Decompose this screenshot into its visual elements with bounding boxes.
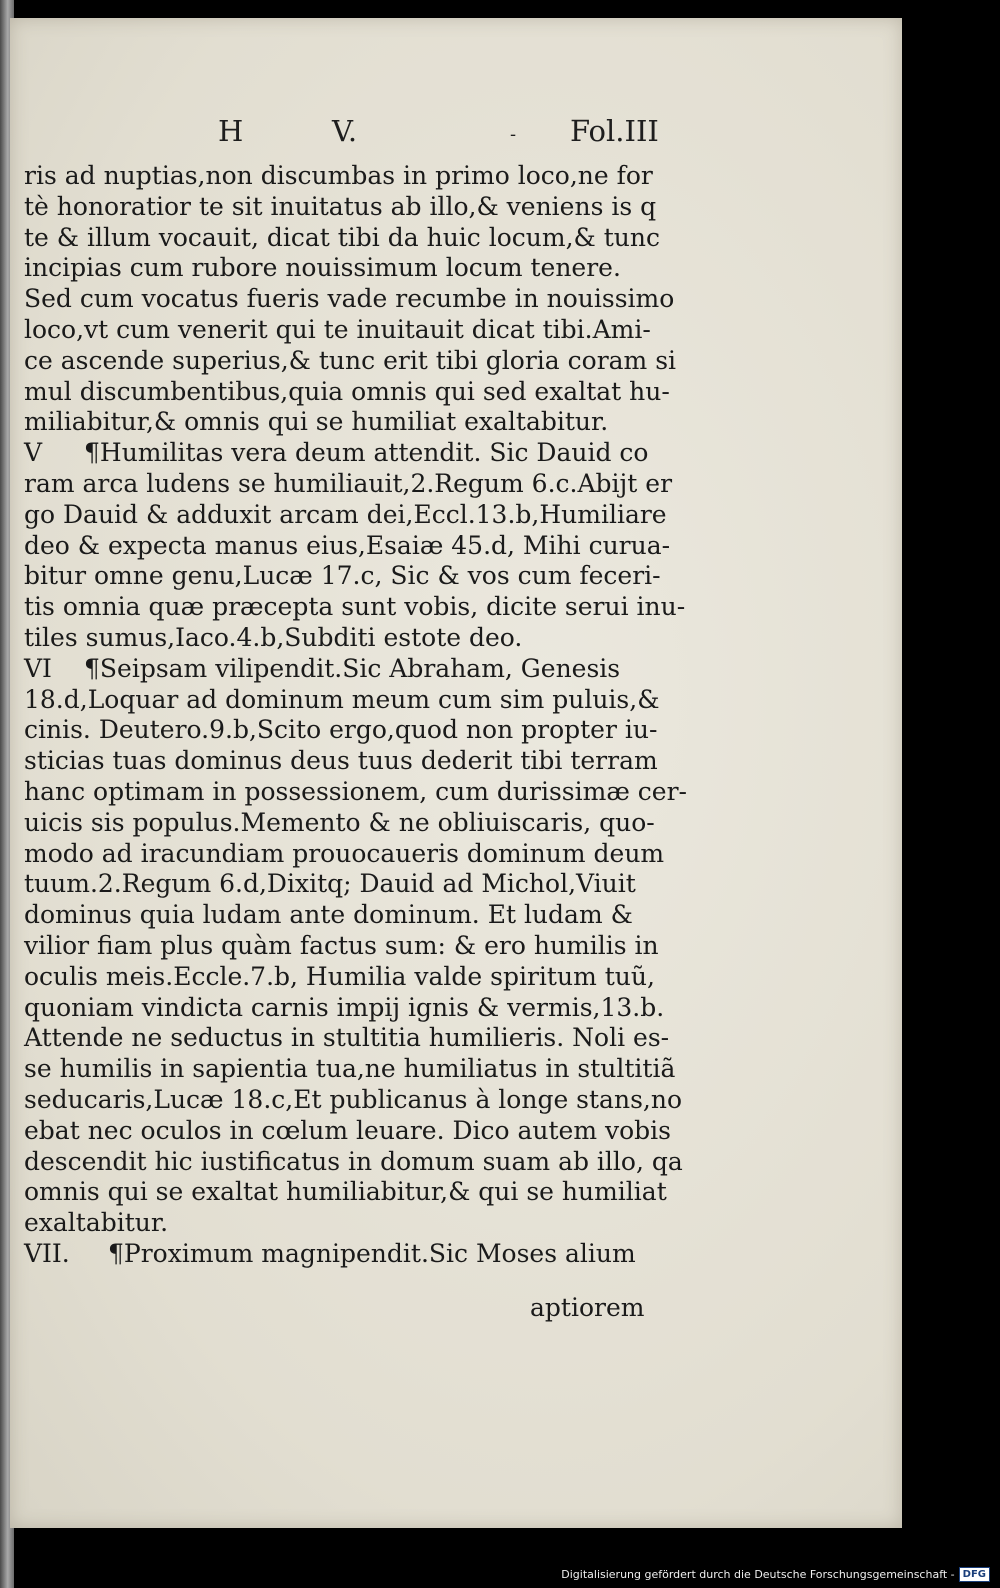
text-line [24,931,694,962]
line-text: ris ad nuptias,non discumbas in primo loco,ne for [24,161,653,190]
text-line [24,223,694,254]
text-line [24,900,694,931]
line-text: go Dauid & adduxit arcam dei,Eccl.13.b,Humiliare [24,499,667,529]
line-text: bitur omne genu,Lucæ 17.c, Sic & vos cum feceri- [24,561,661,591]
text-line [24,993,694,1024]
text-line [24,592,694,623]
dfg-logo: DFG [959,1567,990,1582]
book-page [10,18,902,1528]
text-line [24,253,694,284]
text-line [24,777,694,808]
line-text: ¶Proximum magnipendit.Sic Moses alium [108,1238,636,1268]
text-line [24,500,694,531]
text-line [24,685,694,716]
line-text: omnis qui se exaltat humiliabitur,& qui se humiliat [24,1177,667,1207]
line-text: tiles sumus,Iaco.4.b,Subditi estote deo. [24,622,523,652]
line-text: uicis sis populus.Memento & ne obliuiscaris, quo- [24,807,655,837]
text-line [24,623,694,654]
text-line [24,715,694,746]
text-line [24,469,694,500]
text-line [24,869,694,900]
line-text: Sed cum vocatus fueris vade recumbe in nouissimo [24,284,675,314]
section-marker: V [24,438,43,468]
line-text: modo ad iracundiam prouocaueris dominum deum [24,838,665,868]
text-line [24,284,694,315]
text-line [24,377,694,408]
text-line [24,808,694,839]
line-text: exaltabitur. [24,1208,169,1238]
line-text: ram arca ludens se humiliauit,2.Regum 6.c.Abijt er [24,468,673,498]
running-head [10,114,902,154]
folio-number: Fol.III [570,114,659,148]
line-text: incipias cum rubore nouissimum locum tenere. [24,253,621,283]
text-line [24,839,694,870]
line-text: oculis meis.Eccle.7.b, Humilia valde spiritum tuũ, [24,961,655,991]
section-marker: VII. [24,1238,70,1268]
line-text: hanc optimam in possessionem, cum durissimæ cer- [24,776,687,806]
text-line [24,1085,694,1116]
text-line [24,1208,694,1239]
credit-text: Digitalisierung gefördert durch die Deutsche Forschungsgemeinschaft - [561,1567,955,1581]
text-line [24,315,694,346]
running-head-number: V. [332,114,358,148]
text-line [24,654,694,685]
line-text: cinis. Deutero.9.b,Scito ergo,quod non propter iu- [24,715,658,745]
line-text: seducaris,Lucæ 18.c,Et publicanus à longe stans,no [24,1084,682,1114]
line-text: descendit hic iustificatus in domum suam ab illo, qa [24,1146,683,1176]
line-text: te & illum vocauit, dicat tibi da huic locum,& tunc [24,222,660,252]
line-text: dominus quia ludam ante dominum. Et ludam & [24,900,633,930]
text-line [24,561,694,592]
line-text: tè honoratior te sit inuitatus ab illo,& veniens is q [24,191,657,221]
text-line [24,1116,694,1147]
line-text: tuum.2.Regum 6.d,Dixitq; Dauid ad Michol,Viuit [24,869,636,899]
line-text: loco,vt cum venerit qui te inuitauit dicat tibi.Ami- [24,314,651,344]
line-text: quoniam vindicta carnis impij ignis & vermis,13.b. [24,992,665,1022]
line-text: ¶Humilitas vera deum attendit. Sic Dauid co [84,438,649,468]
text-line [24,1023,694,1054]
section-marker: VI [24,653,52,683]
text-line [24,531,694,562]
body-text [24,161,694,1270]
line-text: sticias tuas dominus deus tuus dederit tibi terram [24,746,658,776]
text-line [24,1177,694,1208]
text-line [24,1239,694,1270]
text-line [24,407,694,438]
line-text: 18.d,Loquar ad dominum meum cum sim puluis,& [24,684,660,714]
line-text: se humilis in sapientia tua,ne humiliatus in stultitiã [24,1054,676,1084]
text-line [24,192,694,223]
running-head-mark: - [510,124,517,145]
text-line [24,161,694,192]
catchword: aptiorem [530,1293,645,1322]
line-text: miliabitur,& omnis qui se humiliat exaltabitur. [24,407,609,437]
text-line [24,1054,694,1085]
text-line [24,1147,694,1178]
line-text: ce ascende superius,& tunc erit tibi gloria coram si [24,345,677,375]
text-line [24,438,694,469]
line-text: ¶Seipsam vilipendit.Sic Abraham, Genesis [84,653,621,683]
text-line [24,346,694,377]
line-text: ebat nec oculos in cœlum leuare. Dico autem vobis [24,1115,672,1145]
running-head-letter: H [218,114,244,148]
line-text: tis omnia quæ præcepta sunt vobis, dicite serui inu- [24,592,686,622]
digitization-credit [561,1565,990,1583]
line-text: mul discumbentibus,quia omnis qui sed exaltat hu- [24,376,670,406]
text-line [24,962,694,993]
line-text: deo & expecta manus eius,Esaiæ 45.d, Mihi curua- [24,530,671,560]
line-text: vilior fiam plus quàm factus sum: & ero humilis in [24,930,659,960]
text-line [24,746,694,777]
line-text: Attende ne seductus in stultitia humilieris. Noli es- [24,1023,670,1053]
